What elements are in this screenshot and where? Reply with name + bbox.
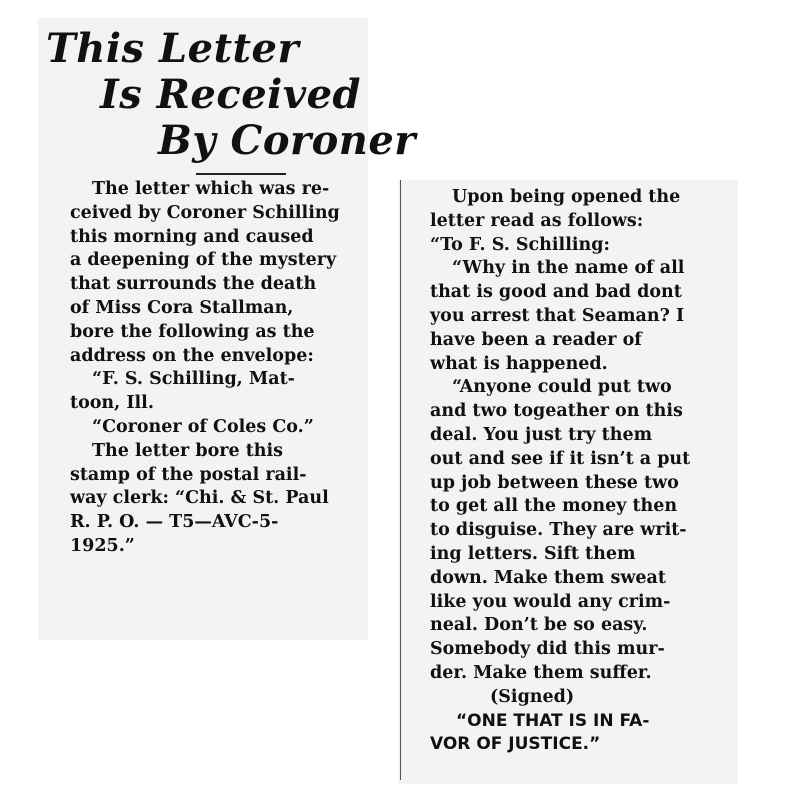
body-line: this morning and caused (70, 226, 314, 247)
body-line: “Why in the name of all (452, 258, 685, 279)
left-clipping (38, 18, 416, 640)
column-divider (400, 180, 401, 780)
body-line: 1925.” (70, 535, 135, 556)
body-line: bore the following as the (70, 321, 315, 342)
body-line: to get all the money then (430, 496, 678, 517)
body-line: neal. Don’t be so easy. (430, 615, 648, 636)
body-line: that is good and bad dont (430, 282, 682, 303)
right-clipping (398, 180, 738, 784)
headline-line-2: Is Received (100, 71, 362, 118)
body-line: a deepening of the mystery (70, 250, 337, 271)
body-line: The letter bore this (92, 440, 284, 461)
body-line: ceived by Coroner Schilling (70, 202, 340, 223)
body-line: deal. You just try them (430, 424, 653, 445)
headline-rule (196, 173, 286, 175)
body-line: Somebody did this mur- (430, 639, 665, 660)
body-line: stamp of the postal rail- (70, 464, 307, 485)
article-body-left (70, 178, 360, 559)
body-line: have been a reader of (430, 329, 642, 350)
signature-line: VOR OF JUSTICE.” (430, 734, 601, 755)
body-line: address on the envelope: (70, 345, 314, 366)
body-line: letter read as follows: (430, 210, 644, 231)
headline-line-1: This Letter (46, 25, 300, 72)
body-line: up job between these two (430, 472, 679, 493)
body-line: that surrounds the death (70, 274, 317, 295)
body-line: of Miss Cora Stallman, (70, 297, 294, 318)
body-line: “Coroner of Coles Co.” (92, 416, 314, 437)
body-line: The letter which was re- (92, 179, 330, 199)
body-line: R. P. O. — T5—AVC-5- (70, 512, 279, 533)
article-body-right (430, 186, 728, 757)
body-line: “To F. S. Schilling: (430, 234, 610, 255)
signed-label: (Signed) (490, 686, 575, 707)
body-line: der. Make them suffer. (430, 662, 652, 683)
body-line: Upon being opened the (452, 187, 681, 207)
body-line: “F. S. Schilling, Mat- (92, 369, 295, 390)
signature-line: “ONE THAT IS IN FA- (456, 710, 650, 731)
body-line: down. Make them sweat (430, 567, 666, 588)
body-line: toon, Ill. (70, 393, 154, 414)
body-line: way clerk: “Chi. & St. Paul (70, 488, 329, 509)
headline-line-3: By Coroner (158, 117, 416, 164)
body-line: and two togeather on this (430, 401, 683, 422)
body-line: what is happened. (430, 353, 608, 374)
body-line: out and see if it isn’t a put (430, 448, 691, 469)
body-line: to disguise. They are writ- (430, 520, 687, 541)
body-line: “Anyone could put two (452, 377, 672, 398)
body-line: ing letters. Sift them (430, 543, 636, 564)
body-line: you arrest that Seaman? I (430, 305, 685, 326)
body-line: like you would any crim- (430, 591, 671, 612)
